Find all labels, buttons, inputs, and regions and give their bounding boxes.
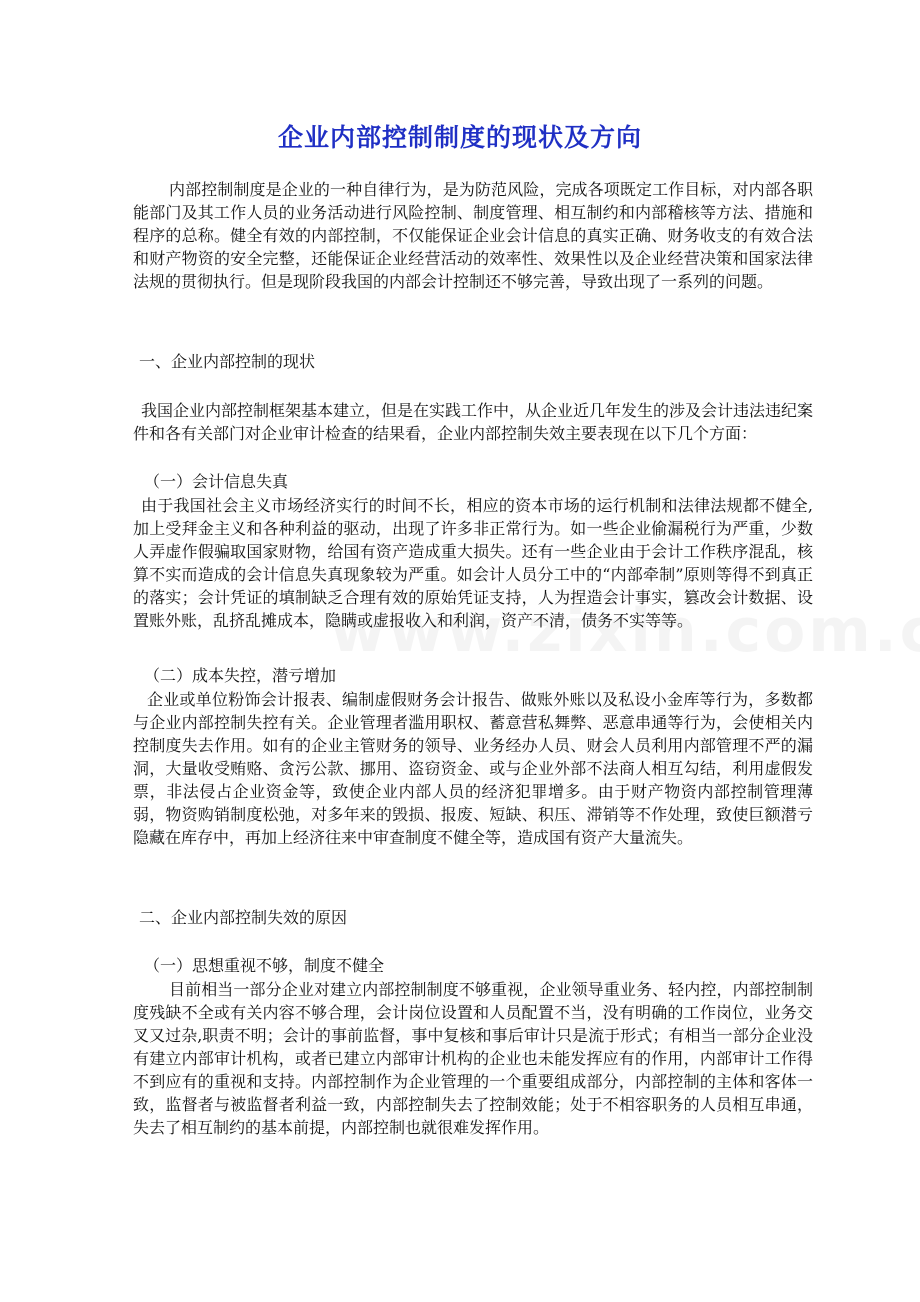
subheading-insufficient-attention: （一）思想重视不够，制度不健全	[144, 956, 385, 975]
document-title: 企业内部控制制度的现状及方向	[277, 123, 642, 152]
intro-paragraph: 内部控制制度是企业的一种自律行为，是为防范风险，完成各项既定工作目标，对内部各职能部门及其工作人员的业务活动进行风险控制、制度管理、相互制约和内部稽核等方法、措施和程序的总称。健全有效的内部控制，不仅能保证企业会计信息的真实正确、财务收支的有效合法和财产物资的安全完整，还能保证企业经营活动的效率性、效果性以及企业经营决策和国家法律法规的贯彻执行。但是现阶段我国的内部会计控制还不够完善，导致出现了一系列的问题。	[133, 180, 813, 291]
section1-intro-paragraph: 我国企业内部控制框架基本建立，但是在实践工作中，从企业近几年发生的涉及会计违法违纪案件和各有关部门对企业审计检查的结果看，企业内部控制失效主要表现在以下几个方面：	[133, 401, 814, 443]
subheading-cost-control: （二）成本失控，潜亏增加	[144, 666, 337, 685]
cost-control-paragraph: 企业或单位粉饰会计报表、编制虚假财务会计报告、做账外账以及私设小金库等行为，多数都与企业内部控制失控有关。企业管理者滥用职权、蓄意营私舞弊、恶意串通等行为，会使相关内控制度失去作用。如有的企业主管财务的领导、业务经办人员、财会人员利用内部管理不严的漏洞，大量收受贿赂、贪污公款、挪用、盗窃资金、或与企业外部不法商人相互勾结，利用虚假发票，非法侵占企业资金等，致使企业内部人员的经济犯罪增多。由于财产物资内部控制管理薄弱，物资购销制度松弛，对多年来的毁损、报废、短缺、积压、滞销等不作处理，致使巨额潜亏隐藏在库存中，再加上经济往来中审查制度不健全等，造成国有资产大量流失。	[133, 690, 813, 847]
section-heading-status: 一、企业内部控制的现状	[139, 352, 316, 371]
section-heading-causes: 二、企业内部控制失效的原因	[139, 908, 348, 927]
subheading-accounting-info: （一）会计信息失真	[144, 472, 289, 491]
accounting-info-paragraph: 由于我国社会主义市场经济实行的时间不长，相应的资本市场的运行机制和法律法规都不健全,加上受拜金主义和各种利益的驱动，出现了许多非正常行为。如一些企业偷漏税行为严重，少数人弄虚作假骗取国家财物，给国有资产造成重大损失。还有一些企业由于会计工作秩序混乱，核算不实而造成的会计信息失真现象较为严重。如会计人员分工中的“内部牵制”原则等得不到真正的落实；会计凭证的填制缺乏合理有效的原始凭证支持，人为捏造会计事实，篡改会计数据、设置账外账，乱挤乱摊成本，隐瞒或虚报收入和利润，资产不清，债务不实等等。	[133, 496, 813, 630]
insufficient-attention-paragraph: 目前相当一部分企业对建立内部控制制度不够重视，企业领导重业务、轻内控，内部控制制度残缺不全或有关内容不够合理，会计岗位设置和人员配置不当，没有明确的工作岗位，业务交叉又过杂,职责不明；会计的事前监督，事中复核和事后审计只是流于形式；有相当一部分企业没有建立内部审计机构，或者已建立内部审计机构的企业也未能发挥应有的作用，内部审计工作得不到应有的重视和支持。内部控制作为企业管理的一个重要组成部分，内部控制的主体和客体一致，监督者与被监督者利益一致，内部控制失去了控制效能；处于不相容职务的人员相互串通，失去了相互制约的基本前提，内部控制也就很难发挥作用。	[133, 980, 813, 1137]
